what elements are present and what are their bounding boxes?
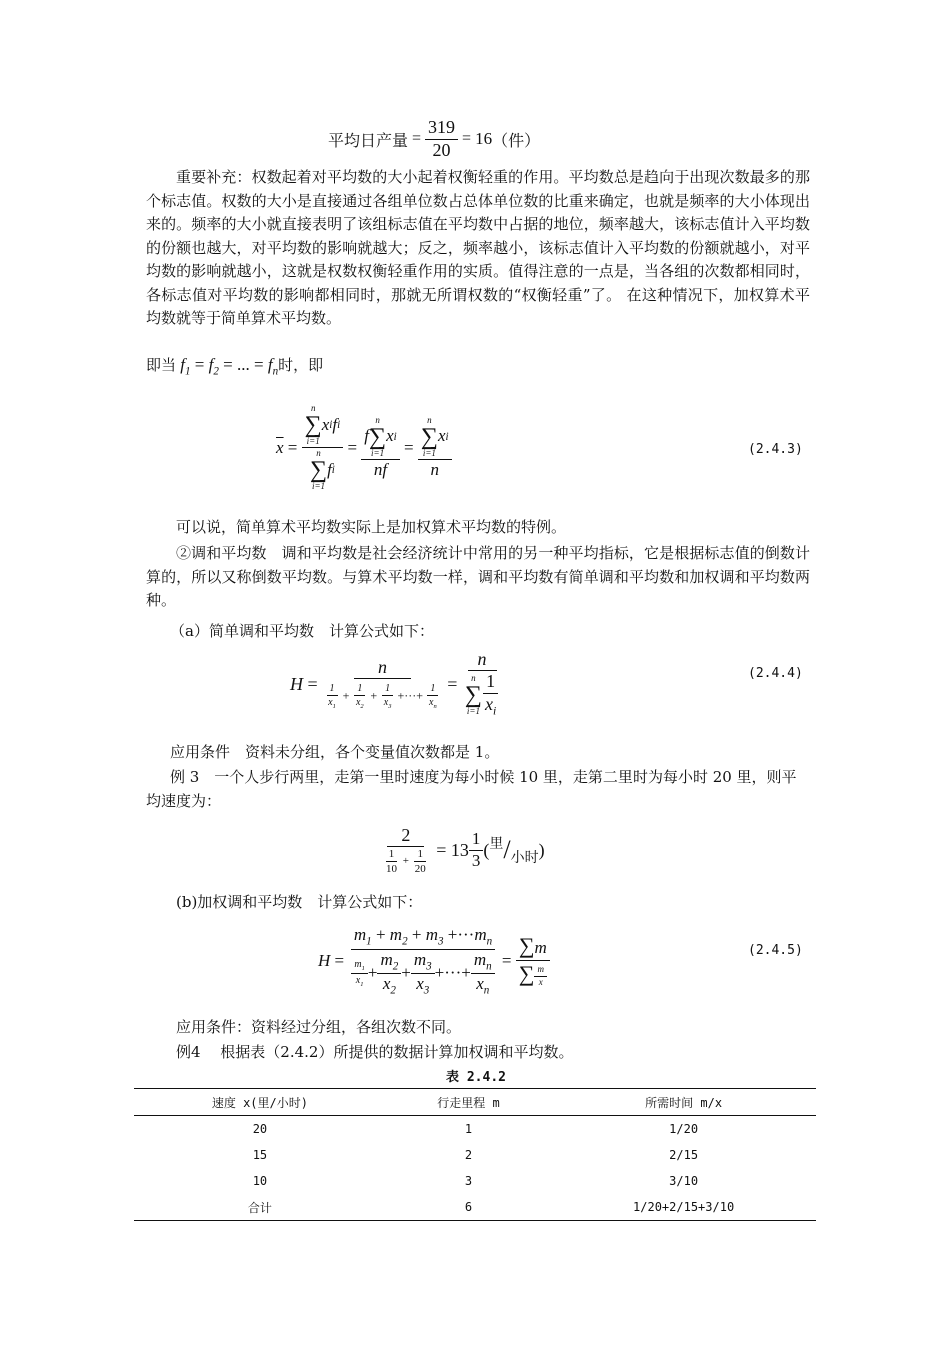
table-cell: 3/10 [669,1174,699,1188]
formula-result: 16 [475,129,493,149]
table-header-row [134,1089,816,1116]
ex3-den: 3 [471,850,481,870]
table-cell: 1 [464,1122,473,1136]
equation-2-4-3: $\overline{x}$ = n ∑ i=1 x i f i n ∑ i=1 f i = f n ∑ i=1 x i nf = n ∑ i=1 x i n [276,404,452,491]
ex3-unit-den: 小时 [510,851,539,867]
equal-weight-fraction: f n ∑ i=1 x i nf [361,416,399,480]
equation-number: (2.4.5) [748,943,803,958]
equation-2-4-4: H = n $\frac{1}{x_1}$ + $\frac{1}{x_2}$ + $\frac{1}{x_3}$ +···+ $\frac{1}{x_n}$ = n n ∑ i=1 $\frac{1}{x_i}$ [290,649,497,718]
formula-unit: （件） [492,130,541,150]
table-header-cell: 行走里程 m [386,1089,551,1116]
equation-number: (2.4.4) [748,666,803,681]
condition-suffix: 时，即 [278,356,324,374]
mean-symbol: $\overline{x}$ [276,437,284,457]
condition-equation: $f_1 = f_2$ = ... = $f_n$ [176,355,279,378]
example-3-text: 例 3 一个人步行两里，走第一里时速度为每小时候 10 里，走第二里时为每小时 20 里，则平均速度为： [146,768,797,810]
equation-number: (2.4.3) [748,442,803,457]
table-total-row [134,1194,816,1221]
table-header-cell: 所需时间 m/x [551,1089,816,1116]
table-header-cell: 速度 x(里/小时) [134,1089,386,1116]
table-row [134,1168,816,1194]
formula-numerator: 319 [425,118,458,140]
formula-denominator: 20 [432,139,451,160]
simple-fraction: n ∑ i=1 x i n [418,416,452,480]
table-row [134,1116,816,1143]
special-case-paragraph: 可以说，简单算术平均数实际上是加权算术平均数的特例。 [176,518,567,536]
formula-label: 平均日产量 [328,130,409,150]
weighted-fraction: n ∑ i=1 x i f i n ∑ i=1 f i [302,404,344,491]
table-cell: 合计 [134,1194,386,1221]
table-cell: 2/15 [669,1148,699,1162]
ex3-unit-num: 里 [489,837,504,853]
formula-fraction [425,118,458,161]
condition-b-text: 应用条件：资料经过分组，各组次数不同。 [176,1018,462,1036]
supplement-paragraph: 重要补充：权数起着对平均数的大小起着权衡轻重的作用。平均数总是趋向于出现次数最多的那个标志值。权数的大小是直接通过各组单位数占总体单位数的比重来确定，也就是频率的大小体现出来的。频率的大小就直接表明了该组标志值在平均数中占据的地位，频率越大，该标志值计入平均数的份额也越大，对平均数的影响就越大；反之，频率越小，该标志值计入平均数的份额就越小，对平均数的影响就越小，这就是权数权衡轻重作用的实质。值得注意的一点是，当各组的次数都相同时，各标志值对平均数的影响都相同时，那就无所谓权数的“权衡轻重”了。 在这种情况下，加权算术平均数就等于简单算术平均数。 [146,168,810,327]
condition-line [146,354,323,377]
section-b-heading: (b)加权调和平均数 计算公式如下： [176,893,423,911]
table-cell: 15 [252,1148,268,1162]
daily-output-formula: 平均日产量 = $\frac{319}{20}$ = 16 （件） [328,117,541,160]
condition-prefix: 即当 [146,356,177,374]
example-4-text: 例4 根据表（2.4.2）所提供的数据计算加权调和平均数。 [176,1043,574,1061]
table-cell: 6 [386,1194,551,1221]
ex3-whole: 13 [450,839,469,860]
table-cell: 1/20+2/15+3/10 [551,1194,816,1221]
table-caption: 表 2.4.2 [446,1070,506,1085]
section-a-heading: （a）简单调和平均数 计算公式如下： [170,622,434,640]
table-cell: 1/20 [669,1122,699,1136]
condition-a-text: 应用条件 资料未分组，各个变量值次数都是 1。 [170,743,500,761]
data-table [134,1088,816,1221]
example-3-formula: 2 $\frac{1}{10}$ + $\frac{1}{20}$ = 13 $\frac{1}{3}$ ( 里 / 小时 ) [386,825,545,875]
table-cell: 2 [464,1148,473,1162]
table-cell: 3 [464,1174,473,1188]
table-cell: 20 [252,1122,268,1136]
table-cell: 10 [252,1174,268,1188]
equation-2-4-5: H = $m_1 + m_2 + m_3 +\cdot\cdot\cdot m_n$ $\frac{m_1}{x_1}$ + $\frac{m_2}{x_2}$ + $\frac{m_3}{x_3}$ +···+ $\frac{m_n}{x_n}$ = ∑m ∑ $\frac{m}{x}$ [318,926,550,997]
ex3-num: 1 [469,830,484,851]
table-row [134,1142,816,1168]
harmonic-mean-paragraph: ②调和平均数 调和平均数是社会经济统计中常用的另一种平均指标，它是根据标志值的倒数计算的，所以又称倒数平均数。与算术平均数一样，调和平均数有简单调和平均数和加权调和平均数两种。 [146,544,810,609]
